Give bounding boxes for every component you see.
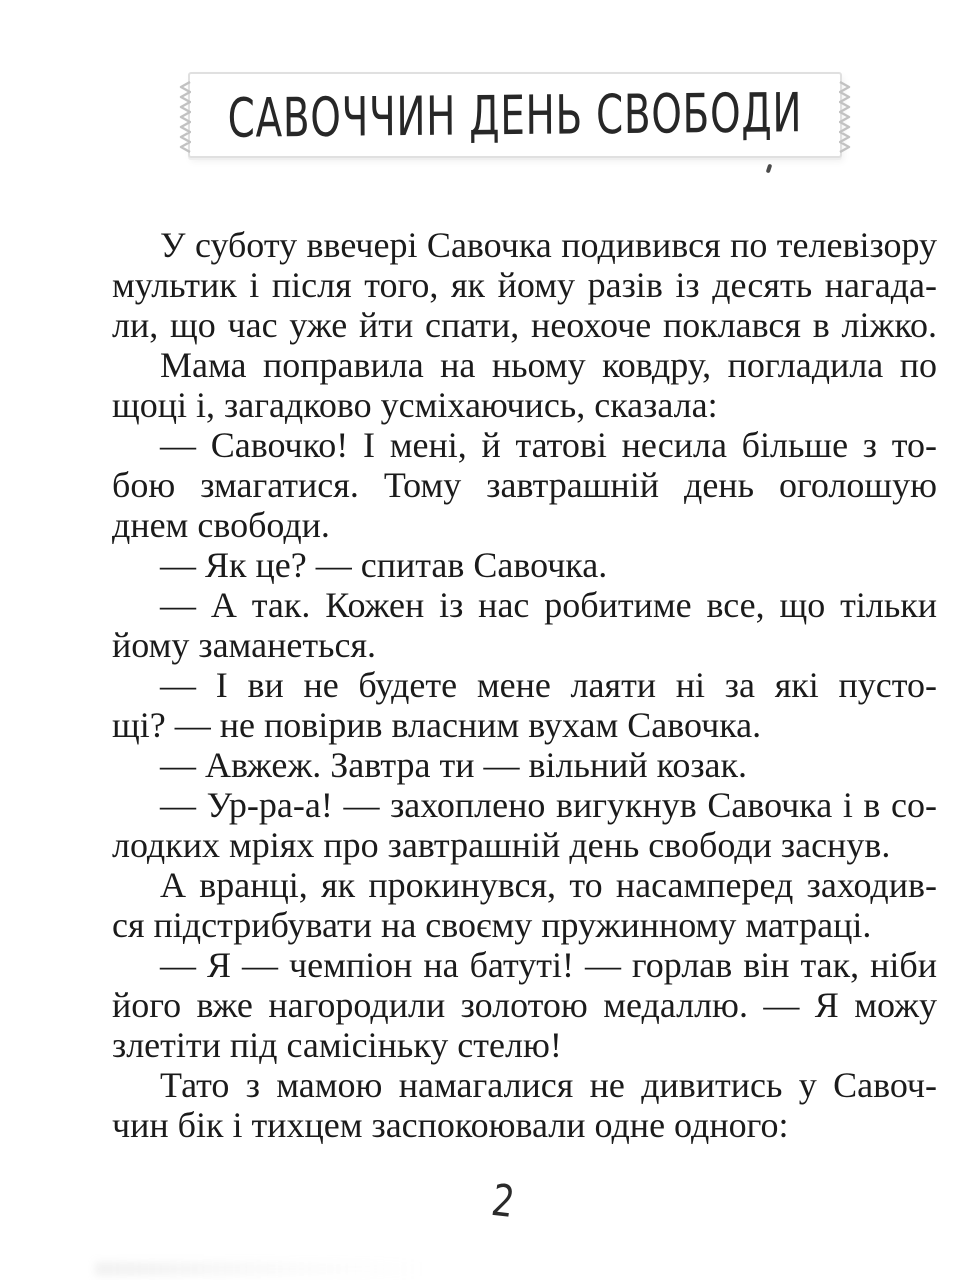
page-number: 2 [488, 1175, 518, 1228]
paragraph [112, 665, 937, 745]
text-line: ли, що час уже йти спати, неохоче поклався в ліжко. [112, 305, 937, 345]
page-title: САВОЧЧИН ДЕНЬ СВОБОДИ [227, 80, 803, 150]
text-line: щоці і, загадково усміхаючись, сказала: [112, 385, 718, 425]
paragraph [112, 945, 937, 1065]
text-line: — Я — чемпіон на батуті! — горлав він так, ніби [160, 945, 937, 985]
paragraph [112, 545, 937, 585]
text-line: Мама поправила на ньому ковдру, погладила по [160, 345, 937, 385]
paragraph [112, 425, 937, 545]
text-line: бою змагатися. Тому завтрашній день оголошую [112, 465, 937, 505]
text-line: — А так. Кожен із нас робитиме все, що тільки [160, 585, 937, 625]
paragraph [112, 785, 937, 865]
scan-smudge [95, 1262, 425, 1276]
paragraph [112, 1065, 937, 1145]
paragraph [112, 345, 937, 425]
paragraph [112, 745, 937, 785]
text-line: мультик і після того, як йому разів із десять нагада- [112, 265, 937, 305]
text-line: злетіти під самісіньку стелю! [112, 1025, 562, 1065]
text-line: — Як це? — спитав Савочка. [160, 545, 608, 585]
page-number-area [0, 1176, 958, 1227]
text-line: — Савочко! І мені, й татові несила більше з то- [160, 425, 937, 465]
paragraph [112, 225, 937, 345]
text-line: йому заманеться. [112, 625, 377, 665]
text-line: щі? — не повірив власним вухам Савочка. [112, 705, 762, 745]
text-line: лодких мріях про завтрашній день свободи заснув. [112, 825, 891, 865]
text-line: Тато з мамою намагалися не дивитись у Савоч- [160, 1065, 937, 1105]
paragraph [112, 865, 937, 945]
torn-edge-right-icon [839, 81, 852, 153]
text-line: А вранці, як прокинувся, то насамперед заходив- [160, 865, 937, 905]
text-line: ся підстрибувати на своєму пружинному матраці. [112, 905, 872, 945]
text-column [112, 225, 937, 1145]
text-line: днем свободи. [112, 505, 330, 545]
ink-speck [766, 164, 773, 174]
text-line: — І ви не будете мене лаяти ні за які пусто- [160, 665, 937, 705]
text-line: — Авжеж. Завтра ти — вільний козак. [160, 745, 748, 785]
text-line: У суботу ввечері Савочка подивився по телевізору [160, 225, 937, 265]
title-banner [188, 72, 842, 158]
paragraph [112, 585, 937, 665]
torn-edge-left-icon [178, 81, 191, 153]
text-line: чин бік і тихцем заспокоювали одне одного: [112, 1105, 789, 1145]
text-line: — Ур-ра-а! — захоплено вигукнув Савочка і в со- [160, 785, 937, 825]
text-line: його вже нагородили золотою медаллю. — Я можу [112, 985, 937, 1025]
